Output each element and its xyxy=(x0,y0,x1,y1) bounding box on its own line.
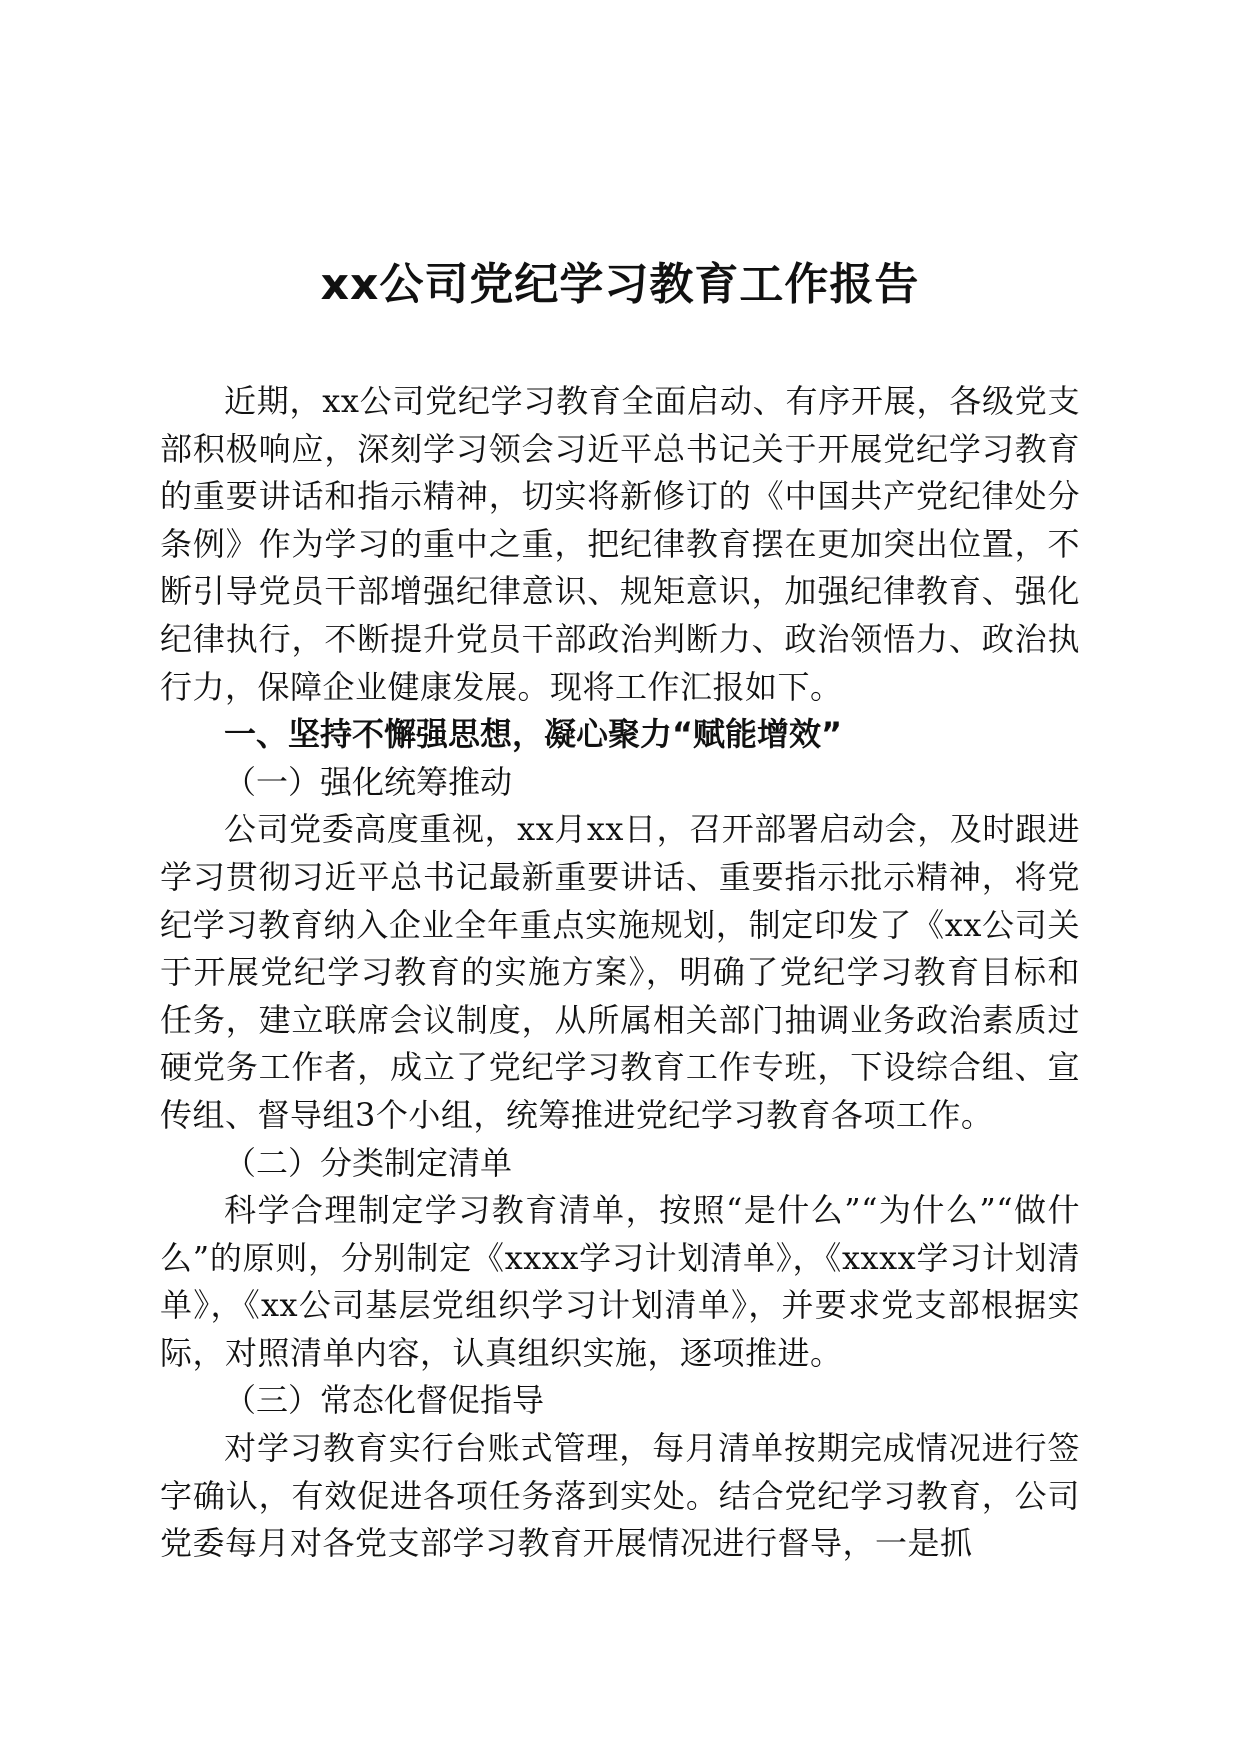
subsection-1-heading: （一）强化统筹推动 xyxy=(224,762,513,801)
document-body xyxy=(160,378,1080,1568)
document-title: xx公司党纪学习教育工作报告 xyxy=(320,259,920,310)
subsection-2-paragraph: 科学合理制定学习教育清单，按照“是什么”“为什么”“做什么”的原则，分别制定《xxxx学习计划清单》，《xxxx学习计划清单》，《xx公司基层党组织学习计划清单》，并要求党支部根据实际，对照清单内容，认真组织实施，逐项推进。 xyxy=(160,1191,1080,1372)
subsection-2-heading: （二）分类制定清单 xyxy=(224,1143,513,1182)
subsection-1-paragraph: 公司党委高度重视，xx月xx日，召开部署启动会，及时跟进学习贯彻习近平总书记最新重要讲话、重要指示批示精神，将党纪学习教育纳入企业全年重点实施规划，制定印发了《xx公司关于开展党纪学习教育的实施方案》，明确了党纪学习教育目标和任务，建立联席会议制度，从所属相关部门抽调业务政治素质过硬党务工作者，成立了党纪学习教育工作专班，下设综合组、宣传组、督导组3个小组，统筹推进党纪学习教育各项工作。 xyxy=(160,810,1080,1134)
section-1-heading: 一、坚持不懈强思想，凝心聚力“赋能增效” xyxy=(224,715,843,754)
subsection-3-heading: （三）常态化督促指导 xyxy=(224,1381,545,1420)
subsection-3-paragraph: 对学习教育实行台账式管理，每月清单按期完成情况进行签字确认，有效促进各项任务落到实处。结合党纪学习教育，公司党委每月对各党支部学习教育开展情况进行督导，一是抓 xyxy=(160,1429,1080,1563)
intro-paragraph: 近期，xx公司党纪学习教育全面启动、有序开展，各级党支部积极响应，深刻学习领会习近平总书记关于开展党纪学习教育的重要讲话和指示精神，切实将新修订的《中国共产党纪律处分条例》作为学习的重中之重，把纪律教育摆在更加突出位置，不断引导党员干部增强纪律意识、规矩意识，加强纪律教育、强化纪律执行，不断提升党员干部政治判断力、政治领悟力、政治执行力，保障企业健康发展。现将工作汇报如下。 xyxy=(160,382,1080,706)
